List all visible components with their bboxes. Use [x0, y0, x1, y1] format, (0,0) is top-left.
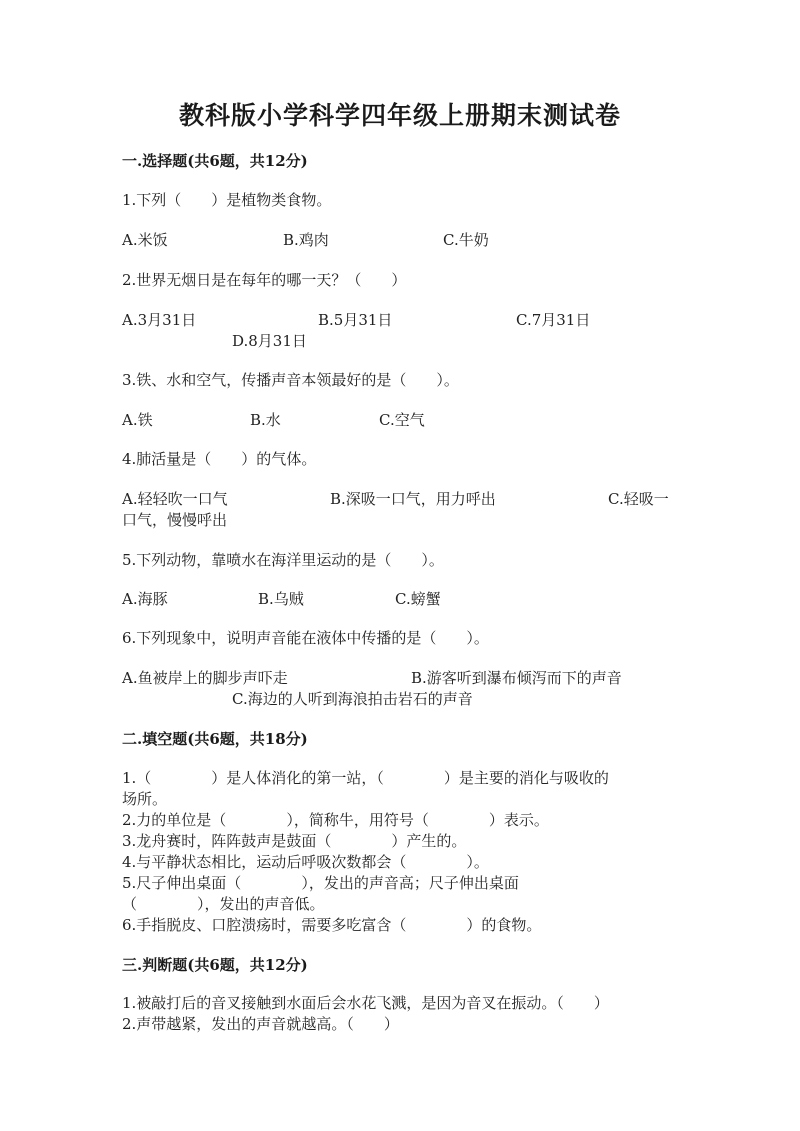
- question-5-stem: 5.下列动物，靠喷水在海洋里运动的是（ ）。: [122, 551, 444, 569]
- fill-question-1-continued: 场所。: [122, 790, 168, 808]
- q2-option-b: B.5月31日: [318, 311, 393, 329]
- fill-question-2: 2.力的单位是（ ），简称牛，用符号（ ）表示。: [122, 811, 549, 829]
- judge-question-2: 2.声带越紧，发出的声音就越高。（ ）: [122, 1015, 399, 1033]
- q2-option-c: C.7月31日: [516, 311, 591, 329]
- question-6-stem: 6.下列现象中，说明声音能在液体中传播的是（ ）。: [122, 629, 489, 647]
- q6-option-c: C.海边的人听到海浪拍击岩石的声音: [232, 690, 473, 708]
- q3-option-c: C.空气: [379, 411, 425, 429]
- fill-question-5: 5.尺子伸出桌面（ ），发出的声音高；尺子伸出桌面: [122, 874, 519, 892]
- q5-option-b: B.乌贼: [258, 590, 304, 608]
- q2-option-d: D.8月31日: [232, 332, 307, 350]
- section-heading-judge: 三.判断题(共6题，共12分): [122, 956, 308, 974]
- page-title: 教科版小学科学四年级上册期末测试卷: [178, 101, 621, 130]
- q3-option-a: A.铁: [122, 411, 153, 429]
- fill-question-3: 3.龙舟赛时，阵阵鼓声是鼓面（ ）产生的。: [122, 832, 467, 850]
- fill-question-1: 1.（ ）是人体消化的第一站，（ ）是主要的消化与吸收的: [122, 769, 609, 787]
- section-heading-choice: 一.选择题(共6题，共12分): [122, 152, 308, 170]
- q1-option-a: A.米饭: [122, 231, 168, 249]
- q4-option-a: A.轻轻吹一口气: [122, 490, 228, 508]
- question-2-stem: 2.世界无烟日是在每年的哪一天？（ ）: [122, 271, 407, 289]
- question-1-stem: 1.下列（ ）是植物类食物。: [122, 191, 332, 209]
- question-3-stem: 3.铁、水和空气，传播声音本领最好的是（ ）。: [122, 371, 459, 389]
- fill-question-5-continued: （ ），发出的声音低。: [122, 895, 325, 913]
- q5-option-c: C.螃蟹: [395, 590, 441, 608]
- q5-option-a: A.海豚: [122, 590, 168, 608]
- q6-option-a: A.鱼被岸上的脚步声吓走: [122, 669, 288, 687]
- judge-question-1: 1.被敲打后的音叉接触到水面后会水花飞溅，是因为音叉在振动。（ ）: [122, 994, 609, 1012]
- fill-question-6: 6.手指脱皮、口腔溃疡时，需要多吃富含（ ）的食物。: [122, 916, 542, 934]
- q3-option-b: B.水: [250, 411, 281, 429]
- fill-question-4: 4.与平静状态相比，运动后呼吸次数都会（ ）。: [122, 853, 489, 871]
- q1-option-b: B.鸡肉: [283, 231, 329, 249]
- q1-option-c: C.牛奶: [443, 231, 489, 249]
- question-4-stem: 4.肺活量是（ ）的气体。: [122, 450, 317, 468]
- q4-option-c-continued: 口气，慢慢呼出: [122, 511, 228, 529]
- q2-option-a: A.3月31日: [122, 311, 197, 329]
- section-heading-fill: 二.填空题(共6题，共18分): [122, 730, 308, 748]
- q6-option-b: B.游客听到瀑布倾泻而下的声音: [411, 669, 622, 687]
- q4-option-c: C.轻吸一: [608, 490, 669, 508]
- q4-option-b: B.深吸一口气，用力呼出: [330, 490, 496, 508]
